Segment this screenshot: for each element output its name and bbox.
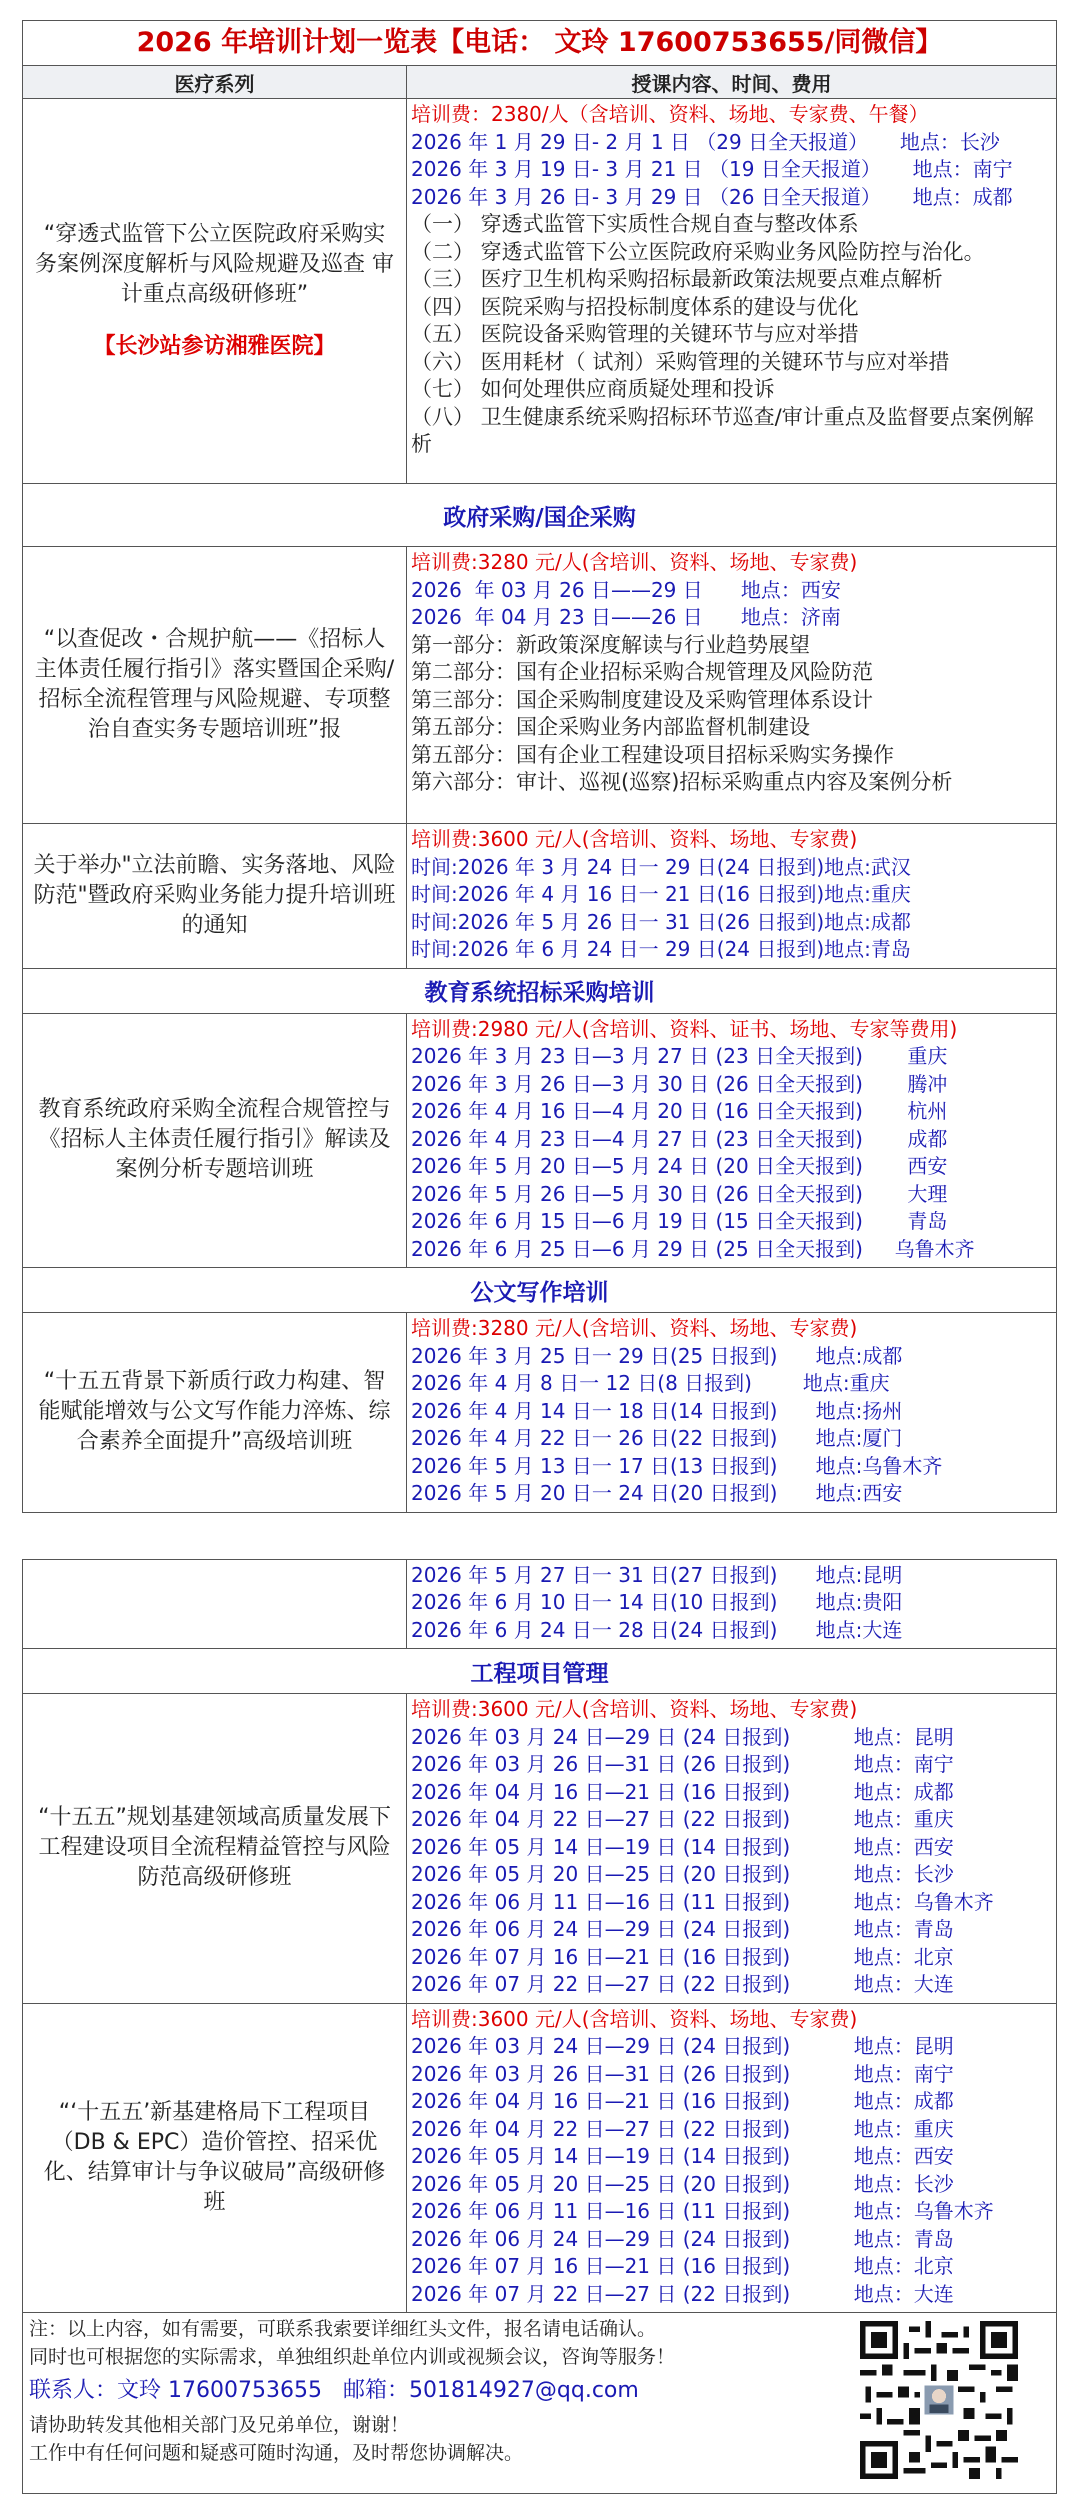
schedule-line: 2026 年 07 月 16 日—21 日 (16 日报到) 地点：北京 — [411, 2253, 1052, 2281]
topic-line: 第五部分：国有企业工程建设项目招标采购实务操作 — [411, 742, 1052, 770]
note-line: 工作中有任何问题和疑惑可随时沟通，及时帮您协调解决。 — [29, 2439, 1050, 2467]
category-gov-procurement: 政府采购/国企采购 — [23, 484, 1057, 547]
topic-line: （一） 穿透式监管下实质性合规自查与整改体系 — [411, 211, 1052, 239]
schedule-line: 2026 年 03 月 24 日—29 日 (24 日报到) 地点：昆明 — [411, 1724, 1052, 1752]
schedule-line: 2026 年 04 月 16 日—21 日 (16 日报到) 地点：成都 — [411, 2088, 1052, 2116]
topic-line: 第六部分：审计、巡视(巡察)招标采购重点内容及案例分析 — [411, 769, 1052, 797]
schedule-line: 2026 年 07 月 22 日—27 日 (22 日报到) 地点：大连 — [411, 2281, 1052, 2309]
course-fee: 培训费:3600 元/人(含培训、资料、场地、专家费) — [411, 826, 1052, 854]
course-fee: 培训费:3600 元/人(含培训、资料、场地、专家费) — [411, 1696, 1052, 1724]
column-header-content: 授课内容、时间、费用 — [407, 66, 1057, 99]
schedule-line: 2026 年 5 月 20 日—5 月 24 日 (20 日全天报到) 西安 — [411, 1153, 1052, 1181]
course-fee: 培训费：2380/人（含培训、资料、场地、专家费、午餐） — [411, 101, 1052, 129]
course-title: 关于举办"立法前瞻、实务落地、风险防范"暨政府采购业务能力提升培训班的通知 — [23, 824, 407, 969]
schedule-line: 时间:2026 年 3 月 24 日一 29 日(24 日报到)地点:武汉 — [411, 854, 1052, 882]
topic-line: 第一部分：新政策深度解读与行业趋势展望 — [411, 632, 1052, 660]
schedule-line: 2026 年 07 月 16 日—21 日 (16 日报到) 地点：北京 — [411, 1944, 1052, 1972]
contact-line[interactable]: 联系人：文玲 17600753655 邮箱：501814927@qq.com — [29, 2371, 1050, 2411]
schedule-line: 2026 年 05 月 14 日—19 日 (14 日报到) 地点：西安 — [411, 2143, 1052, 2171]
schedule-line: 2026 年 6 月 10 日一 14 日(10 日报到) 地点:贵阳 — [411, 1589, 1052, 1617]
course-row-engineering-2 — [23, 2003, 1057, 2313]
category-engineering: 工程项目管理 — [23, 1649, 1057, 1694]
schedule-line: 2026 年 3 月 19 日- 3 月 21 日 （19 日全天报道） 地点：南宁 — [411, 156, 1052, 184]
course-row-medical — [23, 99, 1057, 484]
topic-line: （六） 医用耗材（ 试剂）采购管理的关键环节与应对举措 — [411, 349, 1052, 377]
topic-line: （七） 如何处理供应商质疑处理和投诉 — [411, 376, 1052, 404]
course-title: “穿透式监管下公立医院政府采购实务案例深度解析与风险规避及巡查 审计重点高级研修班” — [35, 222, 394, 307]
schedule-line: 2026 年 3 月 23 日—3 月 27 日 (23 日全天报到) 重庆 — [411, 1043, 1052, 1071]
sheet-title: 2026 年培训计划一览表【电话： 文玲 17600753655/同微信】 — [23, 21, 1057, 66]
schedule-line: 2026 年 6 月 15 日—6 月 19 日 (15 日全天报到) 青岛 — [411, 1208, 1052, 1236]
schedule-line: 时间:2026 年 5 月 26 日一 31 日(26 日报到)地点:成都 — [411, 909, 1052, 937]
course-highlight: 【长沙站参访湘雅医院】 — [33, 332, 396, 362]
schedule-line: 2026 年 06 月 24 日—29 日 (24 日报到) 地点：青岛 — [411, 2226, 1052, 2254]
schedule-line: 2026 年 06 月 24 日—29 日 (24 日报到) 地点：青岛 — [411, 1916, 1052, 1944]
course-title: “以查促改・合规护航——《招标人主体责任履行指引》落实暨国企采购/招标全流程管理与风险规避、专项整治自查实务专题培训班”报 — [23, 547, 407, 824]
schedule-line: 2026 年 3 月 25 日一 29 日(25 日报到) 地点:成都 — [411, 1343, 1052, 1371]
schedule-line: 2026 年 04 月 23 日——26 日 地点：济南 — [411, 604, 1052, 632]
schedule-line: 2026 年 4 月 22 日一 26 日(22 日报到) 地点:厦门 — [411, 1425, 1052, 1453]
schedule-line: 2026 年 6 月 25 日—6 月 29 日 (25 日全天报到) 乌鲁木齐 — [411, 1236, 1052, 1264]
course-row-engineering-1 — [23, 1694, 1057, 2004]
note-line: 同时也可根据您的实际需求，单独组织赴单位内训或视频会议，咨询等服务！ — [29, 2343, 1050, 2371]
training-plan-sheet — [22, 20, 1056, 2494]
course-title: “十五五”规划基建领域高质量发展下工程建设项目全流程精益管控与风险防范高级研修班 — [23, 1694, 407, 2004]
course-row-gov-1 — [23, 547, 1057, 824]
course-fee: 培训费:3280 元/人(含培训、资料、场地、专家费) — [411, 1315, 1052, 1343]
schedule-line: 2026 年 03 月 26 日—31 日 (26 日报到) 地点：南宁 — [411, 2061, 1052, 2089]
schedule-line: 2026 年 3 月 26 日—3 月 30 日 (26 日全天报到) 腾冲 — [411, 1071, 1052, 1099]
schedule-line: 2026 年 1 月 29 日- 2 月 1 日 （29 日全天报道） 地点：长沙 — [411, 129, 1052, 157]
schedule-line: 2026 年 3 月 26 日- 3 月 29 日 （26 日全天报道） 地点：成都 — [411, 184, 1052, 212]
course-row-writing — [23, 1313, 1057, 1513]
schedule-line: 2026 年 4 月 23 日—4 月 27 日 (23 日全天报到) 成都 — [411, 1126, 1052, 1154]
schedule-line: 2026 年 05 月 20 日—25 日 (20 日报到) 地点：长沙 — [411, 1861, 1052, 1889]
topic-line: （三） 医疗卫生机构采购招标最新政策法规要点难点解析 — [411, 266, 1052, 294]
topic-line: 第五部分：国企采购业务内部监督机制建设 — [411, 714, 1052, 742]
course-row-gov-2 — [23, 824, 1057, 969]
schedule-line: 2026 年 5 月 20 日一 24 日(20 日报到) 地点:西安 — [411, 1480, 1052, 1508]
column-header-series: 医疗系列 — [23, 66, 407, 99]
topic-line: 第二部分：国有企业招标采购合规管理及风险防范 — [411, 659, 1052, 687]
course-title: “‘十五五’新基建格局下工程项目（DB & EPC）造价管控、招采优化、结算审计与争议破局”高级研修班 — [23, 2003, 407, 2313]
course-fee: 培训费:3600 元/人(含培训、资料、场地、专家费) — [411, 2006, 1052, 2034]
schedule-line: 2026 年 07 月 22 日—27 日 (22 日报到) 地点：大连 — [411, 1971, 1052, 1999]
topic-line: 第三部分：国企采购制度建设及采购管理体系设计 — [411, 687, 1052, 715]
note-line: 注：以上内容，如有需要，可联系我索要详细红头文件，报名请电话确认。 — [29, 2315, 1050, 2343]
course-title: “十五五背景下新质行政力构建、智能赋能增效与公文写作能力淬炼、综合素养全面提升”高级培训班 — [23, 1313, 407, 1513]
schedule-line: 2026 年 05 月 14 日—19 日 (14 日报到) 地点：西安 — [411, 1834, 1052, 1862]
schedule-line: 时间:2026 年 6 月 24 日一 29 日(24 日报到)地点:青岛 — [411, 936, 1052, 964]
schedule-line: 2026 年 5 月 13 日一 17 日(13 日报到) 地点:乌鲁木齐 — [411, 1453, 1052, 1481]
footer-notes — [23, 2313, 1057, 2494]
course-row-education — [23, 1013, 1057, 1268]
schedule-line: 2026 年 04 月 22 日—27 日 (22 日报到) 地点：重庆 — [411, 2116, 1052, 2144]
course-row-writing-cont — [23, 1559, 1057, 1649]
schedule-line: 2026 年 4 月 16 日—4 月 20 日 (16 日全天报到) 杭州 — [411, 1098, 1052, 1126]
course-fee: 培训费:3280 元/人(含培训、资料、场地、专家费) — [411, 549, 1052, 577]
schedule-line: 2026 年 03 月 26 日——29 日 地点：西安 — [411, 577, 1052, 605]
qr-code-icon[interactable] — [860, 2321, 1018, 2479]
topic-line: （二） 穿透式监管下公立医院政府采购业务风险防控与治化。 — [411, 239, 1052, 267]
category-education: 教育系统招标采购培训 — [23, 968, 1057, 1013]
topic-line: （四） 医院采购与招投标制度体系的建设与优化 — [411, 294, 1052, 322]
schedule-line: 2026 年 5 月 26 日—5 月 30 日 (26 日全天报到) 大理 — [411, 1181, 1052, 1209]
schedule-line: 2026 年 4 月 14 日一 18 日(14 日报到) 地点:扬州 — [411, 1398, 1052, 1426]
schedule-line: 2026 年 06 月 11 日—16 日 (11 日报到) 地点：乌鲁木齐 — [411, 2198, 1052, 2226]
category-writing: 公文写作培训 — [23, 1268, 1057, 1313]
schedule-line: 2026 年 6 月 24 日一 28 日(24 日报到) 地点:大连 — [411, 1617, 1052, 1645]
schedule-line: 2026 年 06 月 11 日—16 日 (11 日报到) 地点：乌鲁木齐 — [411, 1889, 1052, 1917]
note-line: 请协助转发其他相关部门及兄弟单位，谢谢！ — [29, 2411, 1050, 2439]
schedule-line: 2026 年 04 月 22 日—27 日 (22 日报到) 地点：重庆 — [411, 1806, 1052, 1834]
schedule-line: 2026 年 03 月 24 日—29 日 (24 日报到) 地点：昆明 — [411, 2033, 1052, 2061]
training-table-part1 — [22, 20, 1057, 1513]
schedule-line: 2026 年 03 月 26 日—31 日 (26 日报到) 地点：南宁 — [411, 1751, 1052, 1779]
schedule-line: 2026 年 4 月 8 日一 12 日(8 日报到) 地点:重庆 — [411, 1370, 1052, 1398]
topic-line: （八） 卫生健康系统采购招标环节巡查/审计重点及监督要点案例解析 — [411, 404, 1052, 459]
schedule-line: 2026 年 04 月 16 日—21 日 (16 日报到) 地点：成都 — [411, 1779, 1052, 1807]
course-fee: 培训费:2980 元/人(含培训、资料、证书、场地、专家等费用) — [411, 1016, 1052, 1044]
schedule-line: 2026 年 05 月 20 日—25 日 (20 日报到) 地点：长沙 — [411, 2171, 1052, 2199]
schedule-line: 2026 年 5 月 27 日一 31 日(27 日报到) 地点:昆明 — [411, 1562, 1052, 1590]
training-table-part2 — [22, 1559, 1057, 2494]
course-title: 教育系统政府采购全流程合规管控与《招标人主体责任履行指引》解读及案例分析专题培训班 — [23, 1013, 407, 1268]
schedule-line: 时间:2026 年 4 月 16 日一 21 日(16 日报到)地点:重庆 — [411, 881, 1052, 909]
topic-line: （五） 医院设备采购管理的关键环节与应对举措 — [411, 321, 1052, 349]
